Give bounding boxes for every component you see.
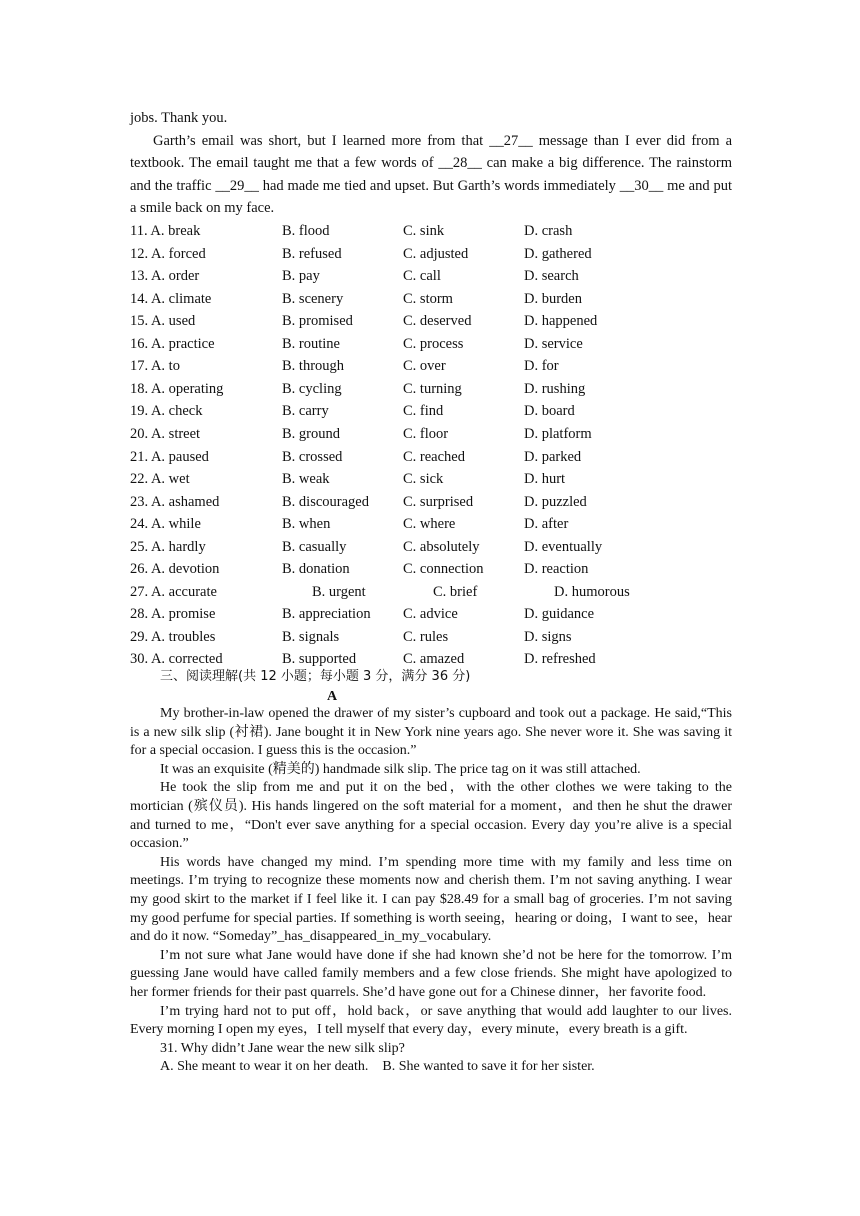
option-c: C. adjusted bbox=[403, 245, 469, 262]
option-d: D. puzzled bbox=[524, 493, 587, 510]
option-row bbox=[130, 355, 732, 378]
option-c: C. reached bbox=[403, 448, 465, 465]
option-d: D. parked bbox=[524, 448, 582, 465]
option-a: 15. A. used bbox=[130, 313, 196, 330]
option-b: B. carry bbox=[282, 403, 329, 420]
option-a: 22. A. wet bbox=[130, 471, 190, 488]
option-d: D. for bbox=[524, 358, 559, 375]
option-c: C. surprised bbox=[403, 493, 474, 510]
passage-paragraph: Garth’s email was short, but I learned more from that __27__ message than I ever did from a textbook. The email taught me that a few words of __28__ can make a big difference. The rainstorm and the traffic __29__ had made me tied and upset. But Garth’s words immediately __30__ me and put a smile back on my face. bbox=[130, 132, 732, 217]
option-b: B. donation bbox=[282, 561, 350, 578]
cloze-passage-ending bbox=[130, 107, 732, 220]
option-a: 16. A. practice bbox=[130, 335, 215, 352]
option-row bbox=[130, 243, 732, 266]
question-31-options: A. She meant to wear it on her death. B. She wanted to save it for her sister. bbox=[160, 1059, 595, 1075]
option-a: 26. A. devotion bbox=[130, 561, 220, 578]
option-a: 12. A. forced bbox=[130, 245, 206, 262]
option-c: C. amazed bbox=[403, 651, 465, 668]
option-a: 13. A. order bbox=[130, 268, 200, 285]
option-b: B. signals bbox=[282, 628, 340, 645]
option-a: 29. A. troubles bbox=[130, 628, 216, 645]
option-row bbox=[130, 310, 732, 333]
option-b: B. refused bbox=[282, 245, 342, 262]
option-a: 19. A. check bbox=[130, 403, 203, 420]
option-c: C. deserved bbox=[403, 313, 472, 330]
option-b: B. pay bbox=[282, 268, 320, 285]
option-b: B. promised bbox=[282, 313, 353, 330]
option-d: D. service bbox=[524, 335, 583, 352]
option-row bbox=[130, 288, 732, 311]
reading-paragraph: I’m not sure what Jane would have done if she had known she’d not be here for the tomorrow. I’m guessing Jane would have called family members and a few close friends. She might have apologized to her former friends for their past quarrels. She’d have gone out for a Chinese dinner，her favorite food. bbox=[130, 947, 732, 1000]
reading-paragraph: His words have changed my mind. I’m spending more time with my family and less time on meetings. I’m trying to recognize these moments now and cherish them. I’m not saving anything. I wear my good skirt to the market if I feel like it. I can pay $28.49 for a small bag of groceries. I’m not saving my good perfume for special parties. If something is worth seeing，hearing or doing，I want to see，hear and do it now. “Someday”_has_disappeared_in_my_vocabulary. bbox=[130, 854, 732, 945]
option-a: 23. A. ashamed bbox=[130, 493, 220, 510]
option-a: 20. A. street bbox=[130, 425, 201, 442]
option-row bbox=[130, 265, 732, 288]
option-b: B. discouraged bbox=[282, 493, 369, 510]
option-a: 27. A. accurate bbox=[130, 583, 217, 600]
option-d: D. platform bbox=[524, 425, 592, 442]
option-b: B. urgent bbox=[312, 583, 366, 600]
reading-paragraph: It was an exquisite (精美的) handmade silk slip. The price tag on it was still attached. bbox=[160, 761, 641, 777]
option-d: D. gathered bbox=[524, 245, 592, 262]
option-row bbox=[130, 400, 732, 423]
option-b: B. routine bbox=[282, 335, 340, 352]
option-a: 28. A. promise bbox=[130, 606, 216, 623]
option-c: C. turning bbox=[403, 380, 462, 397]
option-row bbox=[130, 536, 732, 559]
option-b: B. cycling bbox=[282, 380, 342, 397]
option-d: D. burden bbox=[524, 290, 582, 307]
option-b: B. flood bbox=[282, 223, 330, 239]
option-a: 21. A. paused bbox=[130, 448, 209, 465]
option-c: C. floor bbox=[403, 425, 449, 442]
option-d: D. reaction bbox=[524, 561, 589, 578]
option-a: 17. A. to bbox=[130, 358, 180, 375]
option-d: D. board bbox=[524, 403, 575, 420]
passage-letter: A bbox=[327, 689, 338, 704]
option-row bbox=[130, 581, 732, 604]
option-c: C. process bbox=[403, 335, 464, 352]
option-c: C. find bbox=[403, 403, 444, 420]
option-b: B. scenery bbox=[282, 290, 344, 307]
option-row bbox=[130, 513, 732, 536]
option-c: C. connection bbox=[403, 561, 484, 578]
option-c: C. rules bbox=[403, 628, 449, 645]
option-row bbox=[130, 558, 732, 581]
section-heading: 三、阅读理解(共 12 小题；每小题 3 分，满分 36 分) bbox=[160, 669, 471, 684]
option-d: D. guidance bbox=[524, 606, 595, 623]
option-c: C. absolutely bbox=[403, 538, 480, 555]
option-d: D. after bbox=[524, 516, 569, 533]
option-d: D. humorous bbox=[554, 583, 630, 600]
option-d: D. eventually bbox=[524, 538, 603, 555]
reading-paragraph: I’m trying hard not to put off，hold back，or save anything that would add laughter to our lives. Every morning I open my eyes，I tell myself that every day，every minute，every breath is a gift. bbox=[130, 1003, 732, 1038]
passage-line: jobs. Thank you. bbox=[130, 110, 228, 126]
option-c: C. advice bbox=[403, 606, 458, 623]
option-d: D. happened bbox=[524, 313, 598, 330]
option-row bbox=[130, 603, 732, 626]
question-31: 31. Why didn’t Jane wear the new silk slip? bbox=[160, 1040, 405, 1056]
option-b: B. supported bbox=[282, 651, 357, 668]
option-d: D. signs bbox=[524, 628, 572, 645]
option-d: D. crash bbox=[524, 223, 573, 239]
reading-paragraph: He took the slip from me and put it on the bed，with the other clothes we were taking to the mortician (殡仪员). His hands lingered on the soft material for a moment，and then he shut the drawer and turned to me，“Don't ever save anything for a special occasion. Every day you’re alive is a special occasion.” bbox=[130, 780, 732, 852]
option-row bbox=[130, 423, 732, 446]
option-c: C. sink bbox=[403, 223, 445, 239]
option-c: C. over bbox=[403, 358, 446, 375]
option-b: B. appreciation bbox=[282, 606, 371, 623]
option-c: C. sick bbox=[403, 471, 444, 488]
option-a: 18. A. operating bbox=[130, 380, 224, 397]
option-b: B. when bbox=[282, 516, 331, 533]
option-row bbox=[130, 333, 732, 356]
option-row bbox=[130, 220, 732, 243]
option-b: B. through bbox=[282, 358, 345, 375]
option-c: C. where bbox=[403, 516, 456, 533]
option-a: 11. A. break bbox=[130, 223, 201, 239]
option-d: D. hurt bbox=[524, 471, 566, 488]
option-row bbox=[130, 378, 732, 401]
option-c: C. brief bbox=[433, 583, 478, 600]
option-d: D. search bbox=[524, 268, 579, 285]
option-a: 14. A. climate bbox=[130, 290, 212, 307]
option-b: B. ground bbox=[282, 425, 340, 442]
option-a: 30. A. corrected bbox=[130, 651, 223, 668]
option-c: C. storm bbox=[403, 290, 453, 307]
option-b: B. crossed bbox=[282, 448, 343, 465]
option-row bbox=[130, 468, 732, 491]
option-d: D. refreshed bbox=[524, 651, 596, 668]
option-b: B. weak bbox=[282, 471, 330, 488]
reading-passage-a bbox=[130, 705, 732, 1077]
option-row bbox=[130, 626, 732, 649]
option-row bbox=[130, 491, 732, 514]
option-row bbox=[130, 446, 732, 469]
option-b: B. casually bbox=[282, 538, 347, 555]
option-c: C. call bbox=[403, 268, 441, 285]
option-a: 24. A. while bbox=[130, 516, 201, 533]
option-a: 25. A. hardly bbox=[130, 538, 206, 555]
option-d: D. rushing bbox=[524, 380, 586, 397]
reading-paragraph: My brother-in-law opened the drawer of my sister’s cupboard and took out a package. He said,“This is a new silk slip (衬裙). Jane bought it in New York nine years ago. She never wore it. She was saving it for a special occasion. I guess this is the occasion.” bbox=[130, 706, 732, 759]
